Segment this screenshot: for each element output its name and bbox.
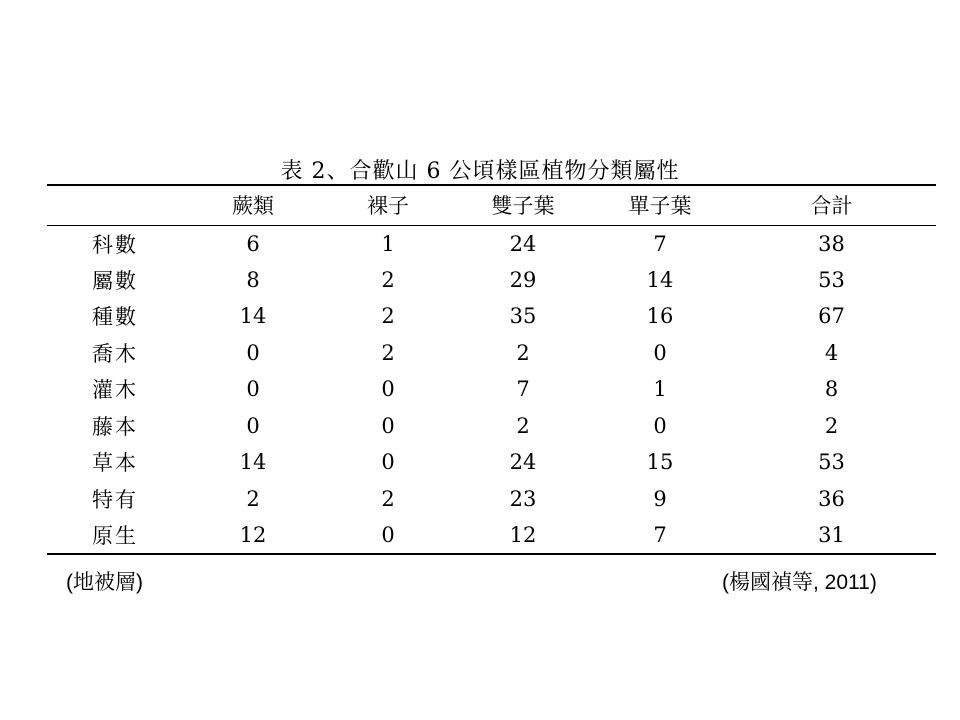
- table-cell: 53: [818, 267, 845, 292]
- row-label: 種數: [92, 305, 138, 330]
- table-cell: 24: [509, 450, 537, 475]
- table-cell: 4: [824, 340, 839, 365]
- row-label: 特有: [92, 487, 138, 512]
- table-row: [47, 298, 936, 335]
- table-row: [47, 517, 936, 554]
- table-container: [47, 184, 936, 555]
- table-cell: 67: [818, 304, 845, 329]
- table-row: [47, 444, 936, 481]
- table-cell: 2: [824, 413, 839, 438]
- table-cell: 0: [381, 413, 395, 438]
- table-cell: 38: [818, 231, 845, 256]
- table-cell: 29: [509, 267, 537, 292]
- table-cell: 0: [246, 377, 260, 402]
- row-label: 灌木: [92, 378, 138, 403]
- table-cell: 2: [381, 340, 395, 365]
- table-cell: 2: [381, 267, 395, 292]
- table-cell: 23: [509, 486, 537, 511]
- table-cell: 2: [381, 486, 395, 511]
- table-row: [47, 481, 936, 518]
- header-cell-gymnosperms: 裸子: [323, 185, 453, 225]
- table-cell: 1: [653, 377, 667, 402]
- row-label: 藤本: [92, 414, 138, 439]
- table-cell: 8: [246, 267, 260, 292]
- table-row: [47, 225, 936, 262]
- table-cell: 9: [653, 486, 667, 511]
- table-cell: 7: [653, 231, 667, 256]
- header-cell-empty: [47, 185, 183, 225]
- table-cell: 8: [824, 377, 839, 402]
- row-label: 草本: [92, 451, 138, 476]
- header-cell-dicots: 雙子葉: [453, 185, 593, 225]
- table-cell: 7: [516, 377, 530, 402]
- table-cell: 2: [516, 413, 530, 438]
- source-citation: (楊國禎等, 2011): [722, 571, 877, 594]
- row-label: 科數: [92, 232, 138, 257]
- table-cell: 0: [653, 340, 667, 365]
- plant-classification-table: [47, 184, 936, 555]
- table-cell: 14: [239, 304, 267, 329]
- table-cell: 0: [381, 377, 395, 402]
- row-label: 喬木: [92, 341, 138, 366]
- header-cell-total: 合計: [727, 185, 936, 225]
- table-cell: 0: [381, 450, 395, 475]
- layer-note: (地被層): [66, 571, 143, 594]
- table-cell: 1: [381, 231, 395, 256]
- table-cell: 36: [818, 486, 845, 511]
- header-cell-ferns: 蕨類: [183, 185, 323, 225]
- table-cell: 14: [646, 267, 674, 292]
- table-cell: 2: [246, 486, 260, 511]
- table-cell: 31: [727, 517, 936, 554]
- table-cell: 2: [381, 304, 395, 329]
- table-cell: 12: [183, 517, 323, 554]
- table-row: [47, 371, 936, 408]
- table-cell: 53: [818, 450, 845, 475]
- table-cell: 2: [516, 340, 530, 365]
- table-row: [47, 335, 936, 372]
- table-cell: 6: [246, 231, 260, 256]
- table-cell: 16: [646, 304, 674, 329]
- table-cell: 0: [323, 517, 453, 554]
- table-title: 表 2、合歡山 6 公頃樣區植物分類屬性: [280, 159, 680, 184]
- table-cell: 0: [246, 340, 260, 365]
- table-header-row: [47, 185, 936, 225]
- table-cell: 24: [509, 231, 537, 256]
- table-cell: 14: [239, 450, 267, 475]
- table-cell: 0: [653, 413, 667, 438]
- table-cell: 35: [509, 304, 537, 329]
- table-row: [47, 262, 936, 299]
- table-cell: 0: [246, 413, 260, 438]
- table-row: [47, 408, 936, 445]
- table-cell: 12: [453, 517, 593, 554]
- row-label: 屬數: [92, 268, 138, 293]
- table-cell: 7: [593, 517, 727, 554]
- header-cell-monocots: 單子葉: [593, 185, 727, 225]
- row-label: 原生: [47, 517, 183, 554]
- table-cell: 15: [646, 450, 674, 475]
